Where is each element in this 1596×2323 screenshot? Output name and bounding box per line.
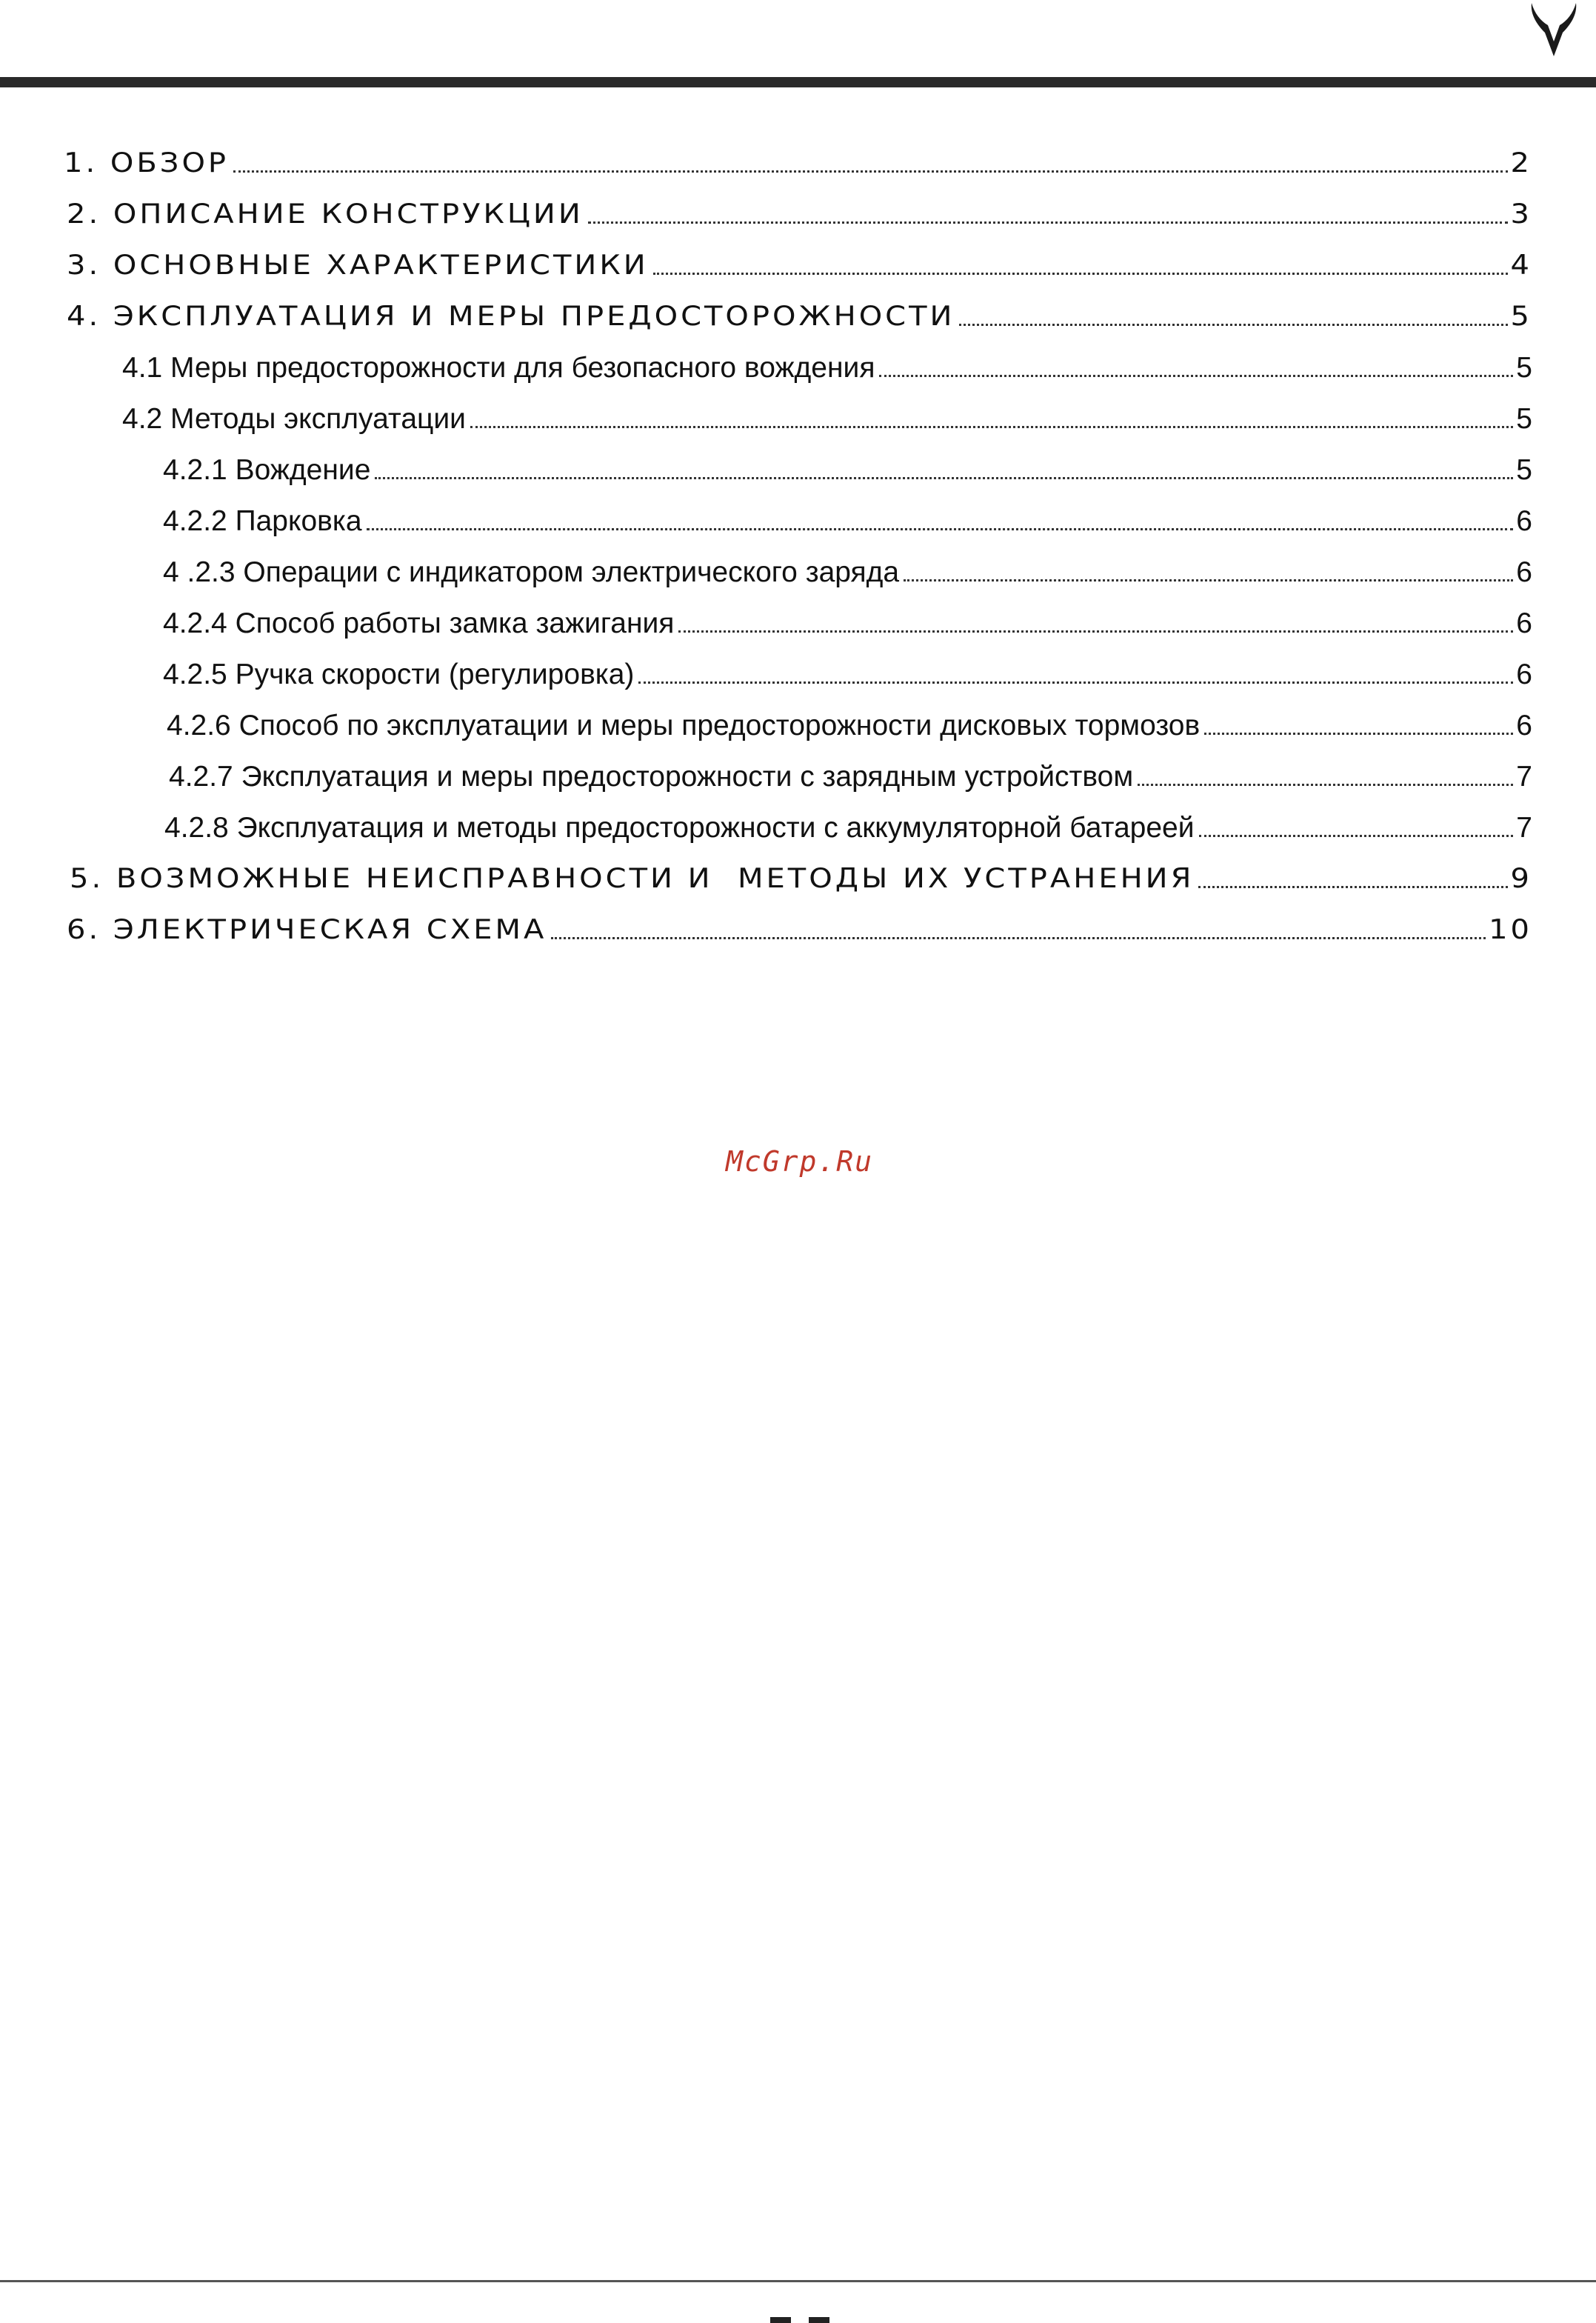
toc-leader-dots [904, 579, 1513, 581]
toc-leader-dots [367, 528, 1514, 530]
toc-entry-title: 4.2 Методы эксплуатации [122, 403, 466, 435]
toc-entry-title: 4.2.8 Эксплуатация и методы предосторожности с аккумуляторной батареей [164, 812, 1195, 844]
toc-leader-dots [1204, 733, 1513, 735]
toc-entry-page: 5 [1516, 352, 1532, 384]
toc-entry[interactable] [67, 236, 1532, 280]
toc-entry[interactable] [167, 696, 1532, 740]
toc-entry-page: 10 [1489, 913, 1532, 946]
toc-entry[interactable] [122, 389, 1532, 433]
watermark-text: McGrp.Ru [726, 1145, 874, 1178]
toc-entry-page: 5 [1516, 454, 1532, 486]
footer-page-marks [770, 2317, 829, 2323]
toc-entry-title: 6. ЭЛЕКТРИЧЕСКАЯ СХЕМА [67, 913, 547, 946]
toc-entry-page: 4 [1510, 249, 1532, 281]
toc-entry-page: 7 [1516, 812, 1532, 844]
logo-icon [1527, 0, 1580, 59]
footer-mark [809, 2317, 829, 2323]
toc-entry-title: 4.2.1 Вождение [163, 454, 371, 486]
toc-entry-page: 6 [1516, 710, 1532, 741]
footer-mark [770, 2317, 791, 2323]
toc-leader-dots [470, 426, 1513, 428]
toc-entry-title: 4.2.2 Парковка [163, 505, 362, 537]
toc-entry[interactable] [163, 644, 1532, 689]
toc-entry-page: 5 [1516, 403, 1532, 435]
toc-entry-page: 7 [1516, 761, 1532, 793]
toc-leader-dots [959, 324, 1507, 326]
toc-entry-page: 9 [1510, 862, 1532, 895]
toc-entry[interactable] [67, 184, 1532, 229]
toc-entry-title: 4.1 Меры предосторожности для безопасного вождения [122, 352, 875, 384]
toc-entry[interactable] [163, 491, 1532, 536]
toc-leader-dots [879, 375, 1513, 377]
header-rule [0, 77, 1596, 87]
toc-entry[interactable] [122, 338, 1532, 382]
toc-entry[interactable] [169, 747, 1532, 791]
toc-leader-dots [638, 681, 1513, 684]
toc-leader-dots [653, 273, 1508, 275]
toc-entry[interactable] [67, 287, 1532, 331]
toc-leader-dots [678, 630, 1513, 633]
toc-entry-title: 1. ОБЗОР [64, 147, 230, 179]
toc-entry-title: 3. ОСНОВНЫЕ ХАРАКТЕРИСТИКИ [67, 249, 649, 281]
toc-entry-title: 4.2.6 Способ по эксплуатации и меры предосторожности дисковых тормозов [167, 710, 1201, 741]
toc-leader-dots [588, 221, 1508, 224]
toc-entry[interactable] [70, 849, 1532, 893]
toc-leader-dots [1198, 886, 1507, 888]
toc-entry-title: 4.2.5 Ручка скорости (регулировка) [163, 659, 635, 690]
toc-entry-title: 4 .2.3 Операции с индикатором электрического заряда [163, 556, 900, 588]
toc-entry-title: 4. ЭКСПЛУАТАЦИЯ И МЕРЫ ПРЕДОСТОРОЖНОСТИ [67, 300, 955, 333]
toc-entry[interactable] [164, 798, 1532, 842]
toc-entry-page: 3 [1510, 198, 1532, 230]
toc-leader-dots [1138, 784, 1513, 786]
toc-entry-page: 6 [1516, 607, 1532, 639]
toc-entry-page: 6 [1516, 505, 1532, 537]
toc-entry-page: 2 [1510, 147, 1532, 179]
footer-rule [0, 2280, 1596, 2282]
toc-entry-title: 5. ВОЗМОЖНЫЕ НЕИСПРАВНОСТИ И МЕТОДЫ ИХ УСТРАНЕНИЯ [70, 862, 1195, 895]
toc-leader-dots [1199, 835, 1514, 837]
toc-entry-title: 2. ОПИСАНИЕ КОНСТРУКЦИИ [67, 198, 584, 230]
toc-entry[interactable] [163, 542, 1532, 587]
toc-entry[interactable] [67, 900, 1532, 944]
toc-leader-dots [233, 170, 1507, 173]
toc-leader-dots [375, 477, 1513, 479]
toc-leader-dots [551, 937, 1486, 939]
toc-entry-page: 6 [1516, 659, 1532, 690]
toc-entry[interactable] [64, 133, 1532, 178]
toc-entry-page: 5 [1510, 300, 1532, 333]
toc-entry-title: 4.2.4 Способ работы замка зажигания [163, 607, 675, 639]
toc-entry[interactable] [163, 593, 1532, 638]
toc-entry-page: 6 [1516, 556, 1532, 588]
toc-entry-title: 4.2.7 Эксплуатация и меры предосторожности с зарядным устройством [169, 761, 1134, 793]
toc-entry[interactable] [163, 440, 1532, 484]
